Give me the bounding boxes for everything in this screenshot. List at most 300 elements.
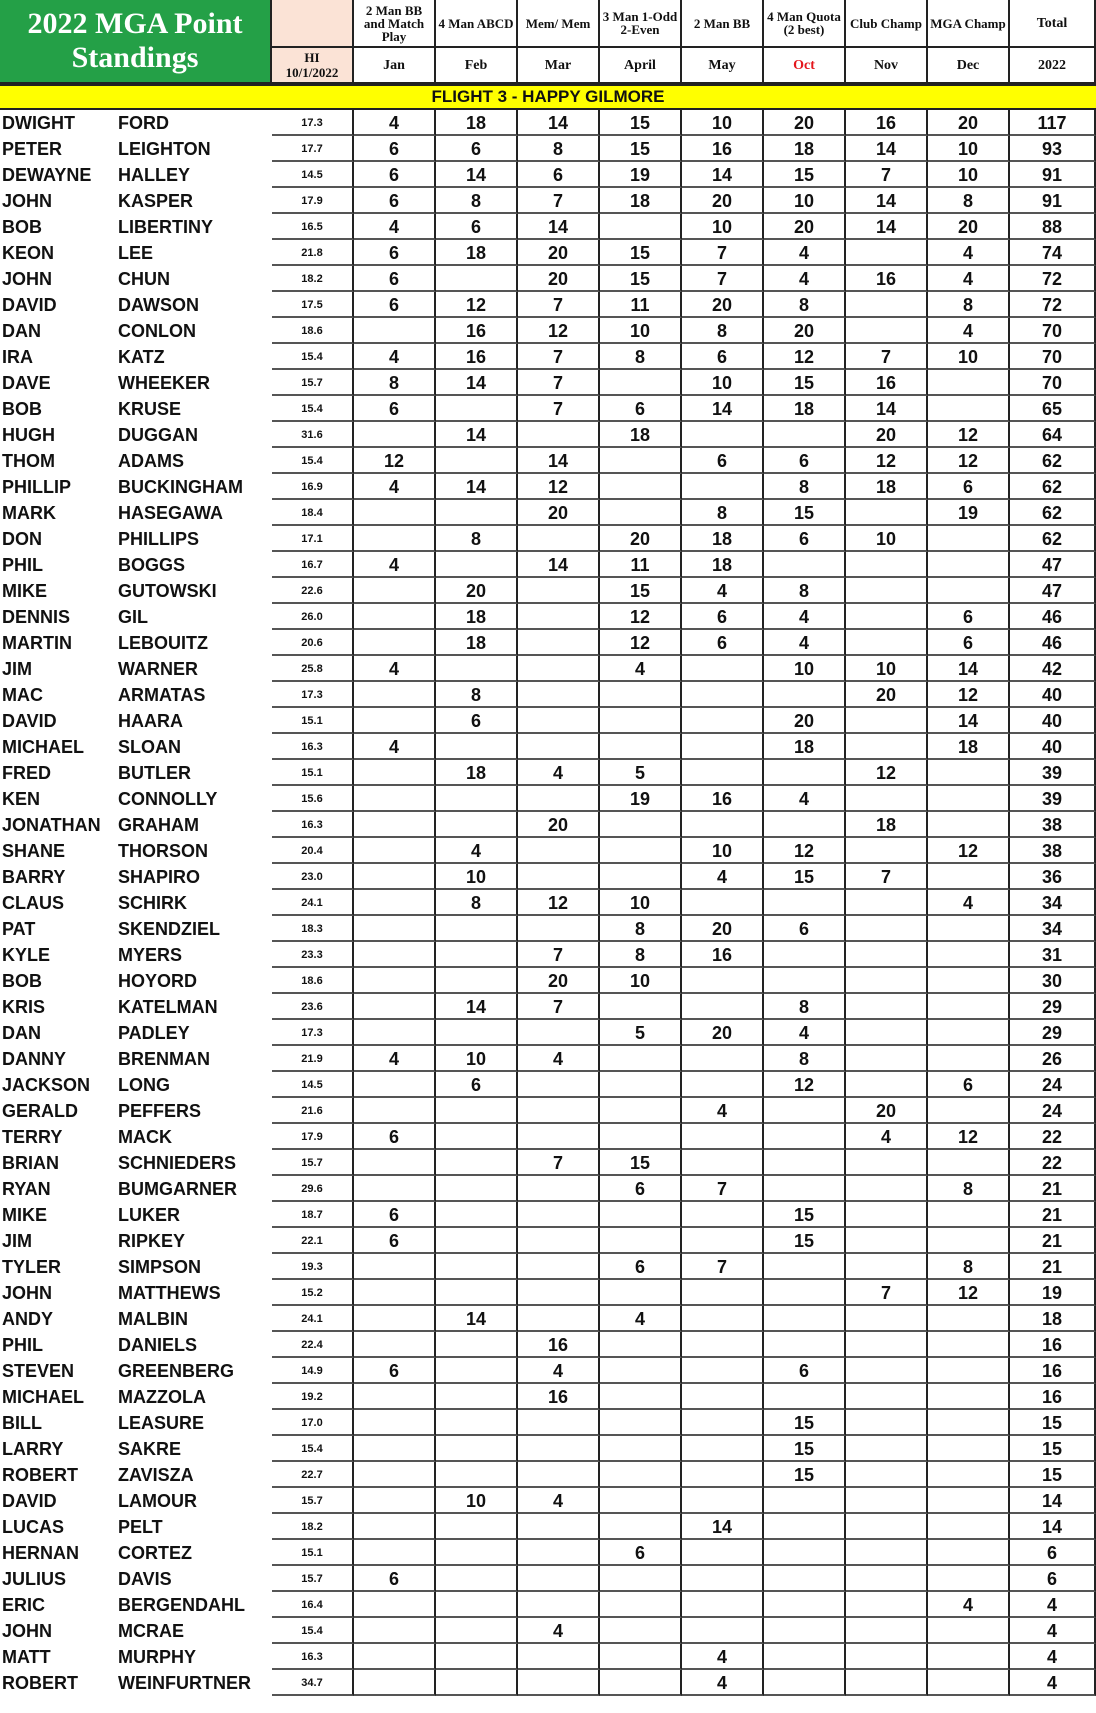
total-points-cell: 21: [1010, 1228, 1096, 1254]
player-last-name: SHAPIRO: [118, 867, 201, 887]
points-cell-jan: 6: [354, 136, 436, 162]
points-cell-may: 20: [682, 188, 764, 214]
points-cell-feb: [436, 1358, 518, 1384]
points-cell-mar: [518, 1072, 600, 1098]
points-cell-april: 12: [600, 630, 682, 656]
hi-label: HI: [304, 50, 320, 65]
player-first-name: BOB: [2, 217, 42, 237]
total-points-cell: 16: [1010, 1384, 1096, 1410]
points-cell-oct: [764, 1618, 846, 1644]
event-header-2022: Total: [1010, 0, 1096, 48]
points-cell-april: 15: [600, 578, 682, 604]
total-points-cell: 72: [1010, 266, 1096, 292]
points-cell-oct: 8: [764, 474, 846, 500]
total-points-cell: 29: [1010, 1020, 1096, 1046]
table-row: [0, 422, 1096, 448]
table-row: [0, 1488, 1096, 1514]
points-cell-mar: 4: [518, 1358, 600, 1384]
points-cell-mar: 4: [518, 1488, 600, 1514]
points-cell-dec: [928, 1514, 1010, 1540]
player-last-name: HOYORD: [118, 971, 198, 991]
points-cell-oct: [764, 1566, 846, 1592]
points-cell-dec: 14: [928, 656, 1010, 682]
total-points-cell: 15: [1010, 1462, 1096, 1488]
player-first-name: LUCAS: [2, 1517, 64, 1537]
points-cell-mar: [518, 864, 600, 890]
points-cell-oct: 10: [764, 656, 846, 682]
points-cell-feb: 16: [436, 344, 518, 370]
points-cell-may: [682, 1592, 764, 1618]
points-cell-may: 8: [682, 500, 764, 526]
points-cell-jan: 6: [354, 162, 436, 188]
total-points-cell: 46: [1010, 604, 1096, 630]
points-cell-feb: [436, 1124, 518, 1150]
table-row: [0, 1436, 1096, 1462]
points-cell-dec: 10: [928, 162, 1010, 188]
player-first-name: CLAUS: [2, 893, 64, 913]
points-cell-nov: 12: [846, 760, 928, 786]
points-cell-dec: 14: [928, 708, 1010, 734]
table-row: [0, 942, 1096, 968]
points-cell-feb: [436, 916, 518, 942]
points-cell-jan: 6: [354, 1202, 436, 1228]
points-cell-dec: 4: [928, 240, 1010, 266]
table-row: [0, 1592, 1096, 1618]
player-first-name: JACKSON: [2, 1075, 91, 1095]
table-row: [0, 1254, 1096, 1280]
player-first-name: PETER: [2, 139, 63, 159]
player-first-name: DANNY: [2, 1049, 67, 1069]
table-row: [0, 1124, 1096, 1150]
player-handicap-index: 18.6: [272, 968, 354, 994]
points-cell-oct: 12: [764, 344, 846, 370]
table-row: [0, 760, 1096, 786]
points-cell-may: 4: [682, 1670, 764, 1696]
points-cell-april: [600, 474, 682, 500]
points-cell-oct: 6: [764, 526, 846, 552]
points-cell-oct: 6: [764, 448, 846, 474]
player-last-name: LEIGHTON: [118, 139, 211, 159]
points-cell-mar: 6: [518, 162, 600, 188]
points-cell-april: [600, 838, 682, 864]
player-handicap-index: 16.9: [272, 474, 354, 500]
points-cell-oct: 15: [764, 1202, 846, 1228]
points-cell-may: 6: [682, 604, 764, 630]
points-cell-oct: 4: [764, 604, 846, 630]
points-cell-dec: [928, 760, 1010, 786]
points-cell-nov: [846, 708, 928, 734]
total-points-cell: 30: [1010, 968, 1096, 994]
points-cell-mar: [518, 1202, 600, 1228]
points-cell-oct: 4: [764, 1020, 846, 1046]
points-cell-oct: 6: [764, 1358, 846, 1384]
player-handicap-index: 34.7: [272, 1670, 354, 1696]
total-points-cell: 40: [1010, 708, 1096, 734]
points-cell-nov: [846, 240, 928, 266]
table-row: [0, 1540, 1096, 1566]
player-first-name: SHANE: [2, 841, 66, 861]
points-cell-nov: [846, 916, 928, 942]
points-cell-may: 4: [682, 1098, 764, 1124]
points-cell-april: [600, 1410, 682, 1436]
table-row: [0, 136, 1096, 162]
points-cell-april: 6: [600, 396, 682, 422]
points-cell-april: [600, 708, 682, 734]
table-row: [0, 1514, 1096, 1540]
player-last-name: GREENBERG: [118, 1361, 235, 1381]
points-cell-jan: [354, 500, 436, 526]
points-cell-may: 20: [682, 916, 764, 942]
points-cell-dec: 8: [928, 188, 1010, 214]
points-cell-dec: [928, 1566, 1010, 1592]
player-first-name: JIM: [2, 1231, 33, 1251]
points-cell-nov: [846, 1410, 928, 1436]
player-handicap-index: 23.0: [272, 864, 354, 890]
total-points-cell: 4: [1010, 1670, 1096, 1696]
points-cell-nov: 16: [846, 266, 928, 292]
points-cell-may: [682, 1436, 764, 1462]
points-cell-oct: 20: [764, 318, 846, 344]
points-cell-jan: 8: [354, 370, 436, 396]
player-last-name: MAZZOLA: [118, 1387, 206, 1407]
points-cell-jan: [354, 604, 436, 630]
player-first-name: DAVE: [2, 373, 51, 393]
table-row: [0, 1280, 1096, 1306]
table-row: [0, 812, 1096, 838]
player-last-name: MALBIN: [118, 1309, 188, 1329]
points-cell-mar: [518, 1592, 600, 1618]
points-cell-jan: [354, 318, 436, 344]
player-handicap-index: 18.4: [272, 500, 354, 526]
points-cell-nov: 18: [846, 474, 928, 500]
player-handicap-index: 18.7: [272, 1202, 354, 1228]
player-last-name: KRUSE: [118, 399, 182, 419]
points-cell-april: 5: [600, 760, 682, 786]
points-cell-april: [600, 1462, 682, 1488]
points-cell-mar: 14: [518, 214, 600, 240]
total-points-cell: 19: [1010, 1280, 1096, 1306]
points-cell-feb: [436, 1150, 518, 1176]
points-cell-mar: [518, 422, 600, 448]
player-first-name: LARRY: [2, 1439, 64, 1459]
player-first-name: KRIS: [2, 997, 46, 1017]
player-last-name: DAVIS: [118, 1569, 172, 1589]
player-first-name: BOB: [2, 399, 42, 419]
points-cell-april: [600, 1072, 682, 1098]
player-last-name: ZAVISZA: [118, 1465, 194, 1485]
points-cell-oct: [764, 1592, 846, 1618]
player-first-name: PAT: [2, 919, 36, 939]
points-cell-feb: [436, 552, 518, 578]
points-cell-oct: [764, 1176, 846, 1202]
points-cell-dec: [928, 1644, 1010, 1670]
points-cell-may: [682, 1280, 764, 1306]
month-header-oct: Oct: [764, 48, 846, 84]
title-line2: Standings: [71, 41, 199, 74]
points-cell-jan: [354, 864, 436, 890]
points-cell-april: [600, 1592, 682, 1618]
points-cell-jan: [354, 1436, 436, 1462]
hi-header-top: [272, 0, 354, 48]
player-first-name: MIKE: [2, 1205, 47, 1225]
points-cell-dec: 12: [928, 682, 1010, 708]
player-handicap-index: 15.4: [272, 448, 354, 474]
points-cell-feb: [436, 1280, 518, 1306]
table-row: [0, 864, 1096, 890]
points-cell-april: 6: [600, 1254, 682, 1280]
points-cell-oct: [764, 1306, 846, 1332]
player-handicap-index: 15.4: [272, 344, 354, 370]
points-cell-feb: [436, 1514, 518, 1540]
total-points-cell: 15: [1010, 1410, 1096, 1436]
points-cell-nov: 14: [846, 214, 928, 240]
player-last-name: FORD: [118, 113, 169, 133]
points-cell-may: 6: [682, 344, 764, 370]
points-cell-mar: [518, 526, 600, 552]
points-cell-april: 18: [600, 188, 682, 214]
points-cell-dec: [928, 1202, 1010, 1228]
player-first-name: DENNIS: [2, 607, 71, 627]
player-last-name: LUKER: [118, 1205, 180, 1225]
points-cell-jan: [354, 1384, 436, 1410]
points-cell-jan: [354, 812, 436, 838]
points-cell-nov: 7: [846, 864, 928, 890]
player-handicap-index: 15.1: [272, 708, 354, 734]
player-first-name: HUGH: [2, 425, 55, 445]
points-cell-jan: 6: [354, 1228, 436, 1254]
player-last-name: LONG: [118, 1075, 170, 1095]
points-cell-may: [682, 1540, 764, 1566]
player-first-name: JIM: [2, 659, 33, 679]
player-last-name: LEASURE: [118, 1413, 205, 1433]
points-cell-oct: [764, 682, 846, 708]
points-cell-oct: 15: [764, 1436, 846, 1462]
points-cell-feb: [436, 1618, 518, 1644]
points-cell-mar: 7: [518, 344, 600, 370]
player-first-name: ANDY: [2, 1309, 54, 1329]
player-last-name: DANIELS: [118, 1335, 198, 1355]
player-handicap-index: 14.5: [272, 1072, 354, 1098]
total-points-cell: 40: [1010, 734, 1096, 760]
table-row: [0, 1176, 1096, 1202]
points-cell-feb: 6: [436, 136, 518, 162]
points-cell-feb: 8: [436, 682, 518, 708]
player-last-name: MURPHY: [118, 1647, 197, 1667]
player-first-name: MIKE: [2, 581, 47, 601]
event-header-mar: Mem/ Mem: [518, 0, 600, 48]
table-row: [0, 1644, 1096, 1670]
player-first-name: JOHN: [2, 191, 53, 211]
points-cell-april: [600, 1332, 682, 1358]
total-points-cell: 70: [1010, 370, 1096, 396]
player-last-name: PEFFERS: [118, 1101, 202, 1121]
player-first-name: JOHN: [2, 1621, 53, 1641]
points-cell-nov: 14: [846, 136, 928, 162]
points-cell-mar: 7: [518, 1150, 600, 1176]
total-points-cell: 21: [1010, 1202, 1096, 1228]
points-cell-may: 7: [682, 1176, 764, 1202]
points-cell-mar: 7: [518, 370, 600, 396]
hi-date: 10/1/2022: [285, 65, 339, 80]
month-header-may: May: [682, 48, 764, 84]
points-cell-jan: [354, 1410, 436, 1436]
total-points-cell: 70: [1010, 344, 1096, 370]
points-cell-april: [600, 1124, 682, 1150]
points-cell-dec: 12: [928, 448, 1010, 474]
points-cell-feb: [436, 1384, 518, 1410]
points-cell-nov: 10: [846, 526, 928, 552]
points-cell-jan: [354, 1254, 436, 1280]
player-first-name: PHIL: [2, 1335, 44, 1355]
total-points-cell: 14: [1010, 1514, 1096, 1540]
total-points-cell: 26: [1010, 1046, 1096, 1072]
player-handicap-index: 15.7: [272, 1150, 354, 1176]
total-points-cell: 18: [1010, 1306, 1096, 1332]
points-cell-nov: [846, 1592, 928, 1618]
points-cell-feb: 6: [436, 214, 518, 240]
points-cell-april: 6: [600, 1540, 682, 1566]
player-last-name: CORTEZ: [118, 1543, 192, 1563]
points-cell-april: 8: [600, 942, 682, 968]
points-cell-jan: [354, 1488, 436, 1514]
title-banner: [0, 0, 272, 84]
table-row: [0, 1098, 1096, 1124]
event-header-may: 2 Man BB: [682, 0, 764, 48]
points-cell-oct: [764, 422, 846, 448]
points-cell-feb: [436, 1202, 518, 1228]
table-row: [0, 968, 1096, 994]
points-cell-dec: 8: [928, 1176, 1010, 1202]
points-cell-april: [600, 500, 682, 526]
player-handicap-index: 15.6: [272, 786, 354, 812]
points-cell-mar: 12: [518, 890, 600, 916]
points-cell-mar: 20: [518, 500, 600, 526]
player-first-name: KEON: [2, 243, 55, 263]
points-cell-dec: 12: [928, 422, 1010, 448]
points-cell-may: 14: [682, 396, 764, 422]
table-row: [0, 240, 1096, 266]
player-first-name: FRED: [2, 763, 51, 783]
points-cell-oct: 15: [764, 1410, 846, 1436]
points-cell-may: 18: [682, 526, 764, 552]
player-handicap-index: 15.7: [272, 370, 354, 396]
points-cell-nov: 16: [846, 370, 928, 396]
table-row: [0, 292, 1096, 318]
month-header-april: April: [600, 48, 682, 84]
points-cell-feb: [436, 1644, 518, 1670]
points-cell-may: 6: [682, 448, 764, 474]
table-row: [0, 1150, 1096, 1176]
points-cell-dec: 4: [928, 266, 1010, 292]
points-cell-feb: [436, 1254, 518, 1280]
table-row: [0, 994, 1096, 1020]
points-cell-dec: 6: [928, 1072, 1010, 1098]
points-cell-oct: 15: [764, 500, 846, 526]
points-cell-feb: 4: [436, 838, 518, 864]
points-cell-oct: 10: [764, 188, 846, 214]
points-cell-may: 7: [682, 1254, 764, 1280]
total-points-cell: 29: [1010, 994, 1096, 1020]
points-cell-april: 10: [600, 968, 682, 994]
points-cell-feb: 10: [436, 1046, 518, 1072]
points-cell-dec: 6: [928, 630, 1010, 656]
points-cell-april: 10: [600, 890, 682, 916]
points-cell-feb: 14: [436, 162, 518, 188]
total-points-cell: 21: [1010, 1176, 1096, 1202]
table-row: [0, 448, 1096, 474]
table-row: [0, 1384, 1096, 1410]
player-last-name: KATZ: [118, 347, 165, 367]
points-cell-dec: 18: [928, 734, 1010, 760]
player-first-name: ROBERT: [2, 1465, 78, 1485]
points-cell-feb: 8: [436, 890, 518, 916]
points-cell-mar: [518, 1098, 600, 1124]
table-row: [0, 396, 1096, 422]
player-first-name: MARTIN: [2, 633, 72, 653]
points-cell-oct: [764, 1540, 846, 1566]
points-cell-mar: [518, 682, 600, 708]
table-row: [0, 266, 1096, 292]
month-header-jan: Jan: [354, 48, 436, 84]
points-cell-feb: 14: [436, 994, 518, 1020]
points-cell-nov: [846, 500, 928, 526]
player-first-name: IRA: [2, 347, 33, 367]
points-cell-may: 6: [682, 630, 764, 656]
points-cell-mar: [518, 838, 600, 864]
points-cell-jan: [354, 682, 436, 708]
player-handicap-index: 15.4: [272, 1436, 354, 1462]
player-handicap-index: 15.2: [272, 1280, 354, 1306]
points-cell-dec: [928, 1150, 1010, 1176]
player-last-name: HAARA: [118, 711, 183, 731]
points-cell-april: 15: [600, 266, 682, 292]
hi-header: [272, 48, 354, 84]
points-cell-feb: 18: [436, 110, 518, 136]
points-cell-dec: 20: [928, 110, 1010, 136]
player-last-name: WARNER: [118, 659, 198, 679]
points-cell-nov: [846, 1150, 928, 1176]
points-cell-oct: 8: [764, 578, 846, 604]
table-row: [0, 656, 1096, 682]
points-cell-april: 15: [600, 240, 682, 266]
player-last-name: MACK: [118, 1127, 172, 1147]
points-cell-mar: 16: [518, 1332, 600, 1358]
points-cell-may: 16: [682, 136, 764, 162]
player-first-name: GERALD: [2, 1101, 78, 1121]
points-cell-oct: [764, 968, 846, 994]
points-cell-nov: 12: [846, 448, 928, 474]
points-cell-may: [682, 1228, 764, 1254]
points-cell-jan: 4: [354, 552, 436, 578]
points-cell-april: [600, 1228, 682, 1254]
total-points-cell: 39: [1010, 760, 1096, 786]
points-cell-may: 14: [682, 1514, 764, 1540]
points-cell-may: 8: [682, 318, 764, 344]
points-cell-jan: [354, 1072, 436, 1098]
points-cell-jan: 6: [354, 1358, 436, 1384]
player-handicap-index: 15.1: [272, 760, 354, 786]
points-cell-may: [682, 656, 764, 682]
points-cell-nov: [846, 1566, 928, 1592]
player-last-name: LEBOUITZ: [118, 633, 208, 653]
player-handicap-index: 16.3: [272, 812, 354, 838]
points-cell-feb: [436, 1462, 518, 1488]
total-points-cell: 38: [1010, 812, 1096, 838]
points-cell-april: [600, 1046, 682, 1072]
points-cell-april: 15: [600, 110, 682, 136]
points-cell-mar: 8: [518, 136, 600, 162]
points-cell-jan: [354, 838, 436, 864]
